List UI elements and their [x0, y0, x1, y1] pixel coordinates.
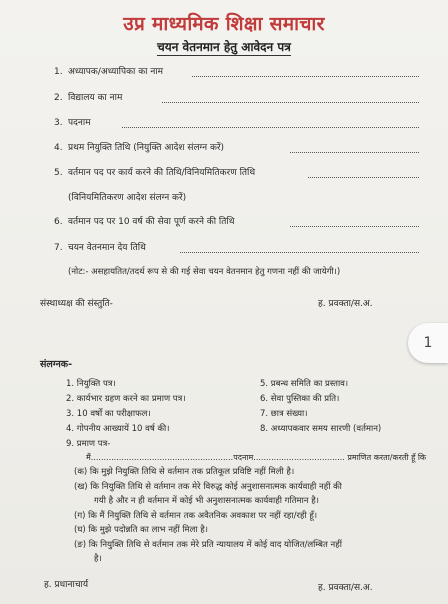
attachment-item: 4. गोपनीय आख्यायें 10 वर्ष की।	[66, 424, 170, 434]
principal-recommendation-label: संस्थाध्यक्ष की संस्तुति-	[40, 299, 113, 309]
attachments-title: संलग्नक-	[40, 359, 73, 370]
attachment-item: 3. 10 वर्षों का परीक्षाफल।	[66, 409, 151, 419]
attachment-item: 1. नियुक्ति पत्र।	[66, 379, 116, 389]
field-regularisation-note: (विनियमितिकरण आदेश संलग्न करें)	[68, 193, 187, 203]
teacher-signature-label-bottom: ह. प्रवक्ता/स.अ.	[318, 583, 373, 593]
certificate-line: (क) कि मुझे नियुक्ति तिथि से वर्तमान तक प्रतिकूल प्रविष्टि नहीं मिली है।	[74, 467, 295, 477]
certificate-line: (घ) कि मुझे पदोन्नति का लाभ नहीं मिला है।	[74, 525, 209, 535]
principal-signature-label: ह. प्रधानाचार्य	[44, 580, 89, 590]
field-current-post-date: 5. वर्तमान पद पर कार्य करने की तिथि/विनियमितिकरण तिथि	[54, 168, 256, 178]
field-line	[192, 76, 419, 77]
field-line	[290, 226, 419, 227]
field-line	[162, 102, 419, 103]
attachment-item: 5. प्रबन्ध समिति का प्रस्ताव।	[260, 379, 349, 389]
certificate-line: है।	[94, 554, 102, 564]
attachment-item: 8. अध्यापकवार समय सारणी (वर्तमान)	[260, 424, 382, 434]
field-line	[122, 127, 419, 128]
attachment-item: 7. छात्र संख्या।	[260, 409, 308, 419]
field-first-appointment-date: 4. प्रथम नियुक्ति तिथि (नियुक्ति आदेश संलग्न करें)	[54, 143, 225, 153]
certificate-line: (ख) कि नियुक्ति तिथि से वर्तमान तक मेरे विरुद्ध कोई अनुशासनात्मक कार्यवाही नहीं की	[74, 482, 342, 492]
field-designation: 3. पदनाम	[54, 118, 91, 128]
certificate-line: गयी है और न ही वर्तमान में कोई भी अनुशासनात्मक कार्यवाही गतिमान है।	[94, 496, 319, 506]
field-teacher-name: 1. अध्यापक/अध्यापिका का नाम	[54, 67, 164, 77]
note-text: (नोट:- असहायतित/तदर्थ रूप से की गई सेवा चयन वेतनमान हेतु गणना नहीं की जायेगी।)	[68, 267, 341, 277]
field-line	[180, 252, 419, 253]
certificate-line: मैं........................................................पदनाम.................................... प्रमाणित करता/करती हूँ कि	[86, 453, 427, 462]
page-title: उप्र माध्यमिक शिक्षा समाचार	[123, 13, 325, 35]
attachment-item: 2. कार्यभार ग्रहण करने का प्रमाण पत्र।	[66, 394, 186, 404]
form-subtitle: चयन वेतनमान हेतु आवेदन पत्र	[157, 40, 291, 54]
field-ten-year-date: 6. वर्तमान पद पर 10 वर्ष की सेवा पूर्ण करने की तिथि	[54, 217, 235, 227]
certificate-line: (ङ) कि नियुक्ति तिथि से वर्तमान तक मेरे प्रति न्यायालय में कोई वाद योजित/लम्बित नहीं	[74, 540, 342, 550]
field-line	[308, 177, 419, 178]
certificate-line: (ग) कि मैं नियुक्ति तिथि से वर्तमान तक अवैतनिक अवकाश पर नहीं रहा/रही हूँ।	[74, 511, 318, 521]
field-line	[290, 152, 419, 153]
attachment-item: 6. सेवा पुस्तिका की प्रति।	[260, 394, 340, 404]
field-selection-scale-date: 7. चयन वेतनमान देय तिथि	[54, 243, 146, 253]
attachment-item: 9. प्रमाण पत्र-	[66, 439, 111, 449]
teacher-signature-label: ह. प्रवक्ता/स.अ.	[318, 299, 373, 309]
page-number-indicator[interactable]: 1	[408, 323, 448, 363]
field-school-name: 2. विद्यालय का नाम	[54, 93, 123, 103]
